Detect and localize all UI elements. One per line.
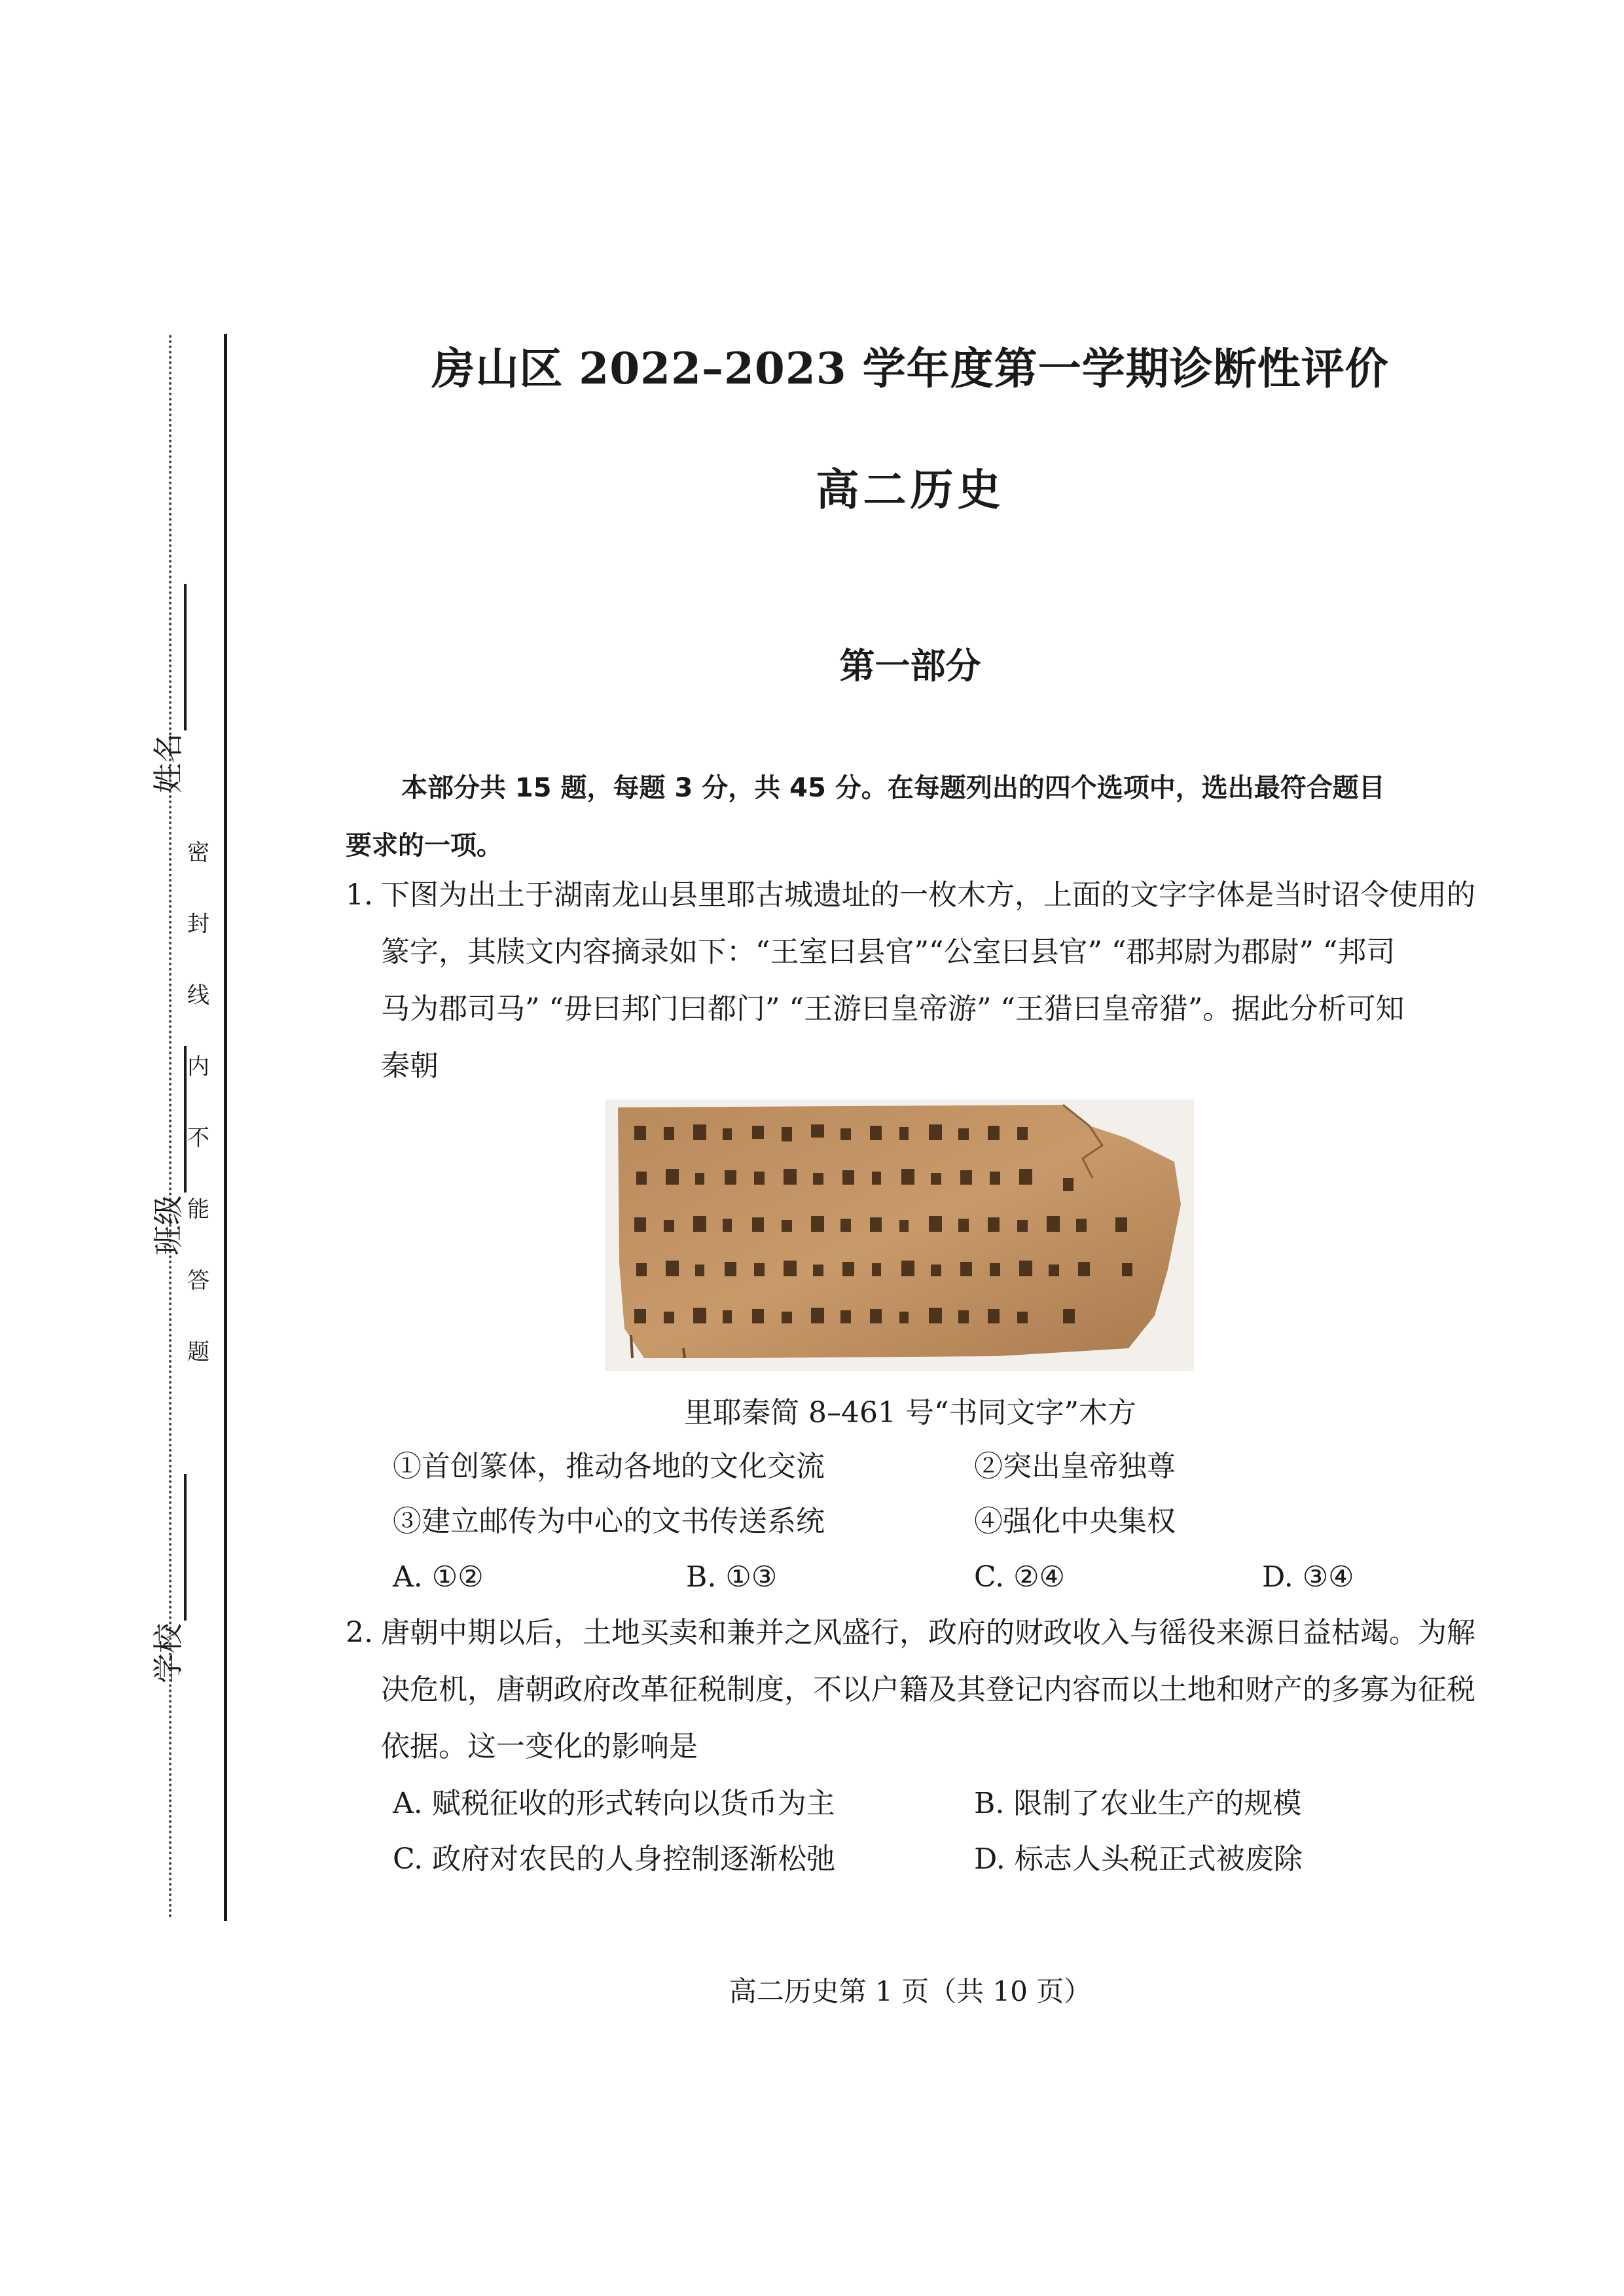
seal-char: 内 <box>187 1054 209 1080</box>
option-d[interactable] <box>974 1840 1303 1879</box>
option-b[interactable] <box>686 1558 777 1597</box>
question-text-line: 唐朝中期以后，土地买卖和兼并之风盛行，政府的财政收入与徭役来源日益枯竭。为解 <box>381 1616 1475 1649</box>
option-text: ③④ <box>1302 1560 1354 1594</box>
option-letter: B. <box>974 1787 1005 1820</box>
image-caption: 里耶秦简 8–461 号“书同文字”木方 <box>684 1396 1136 1429</box>
option-text: 赋税征收的形式转向以货币为主 <box>431 1787 835 1820</box>
wooden-slip-image <box>605 1100 1194 1371</box>
option-a[interactable] <box>393 1558 484 1597</box>
seal-char: 密 <box>187 840 209 866</box>
instructions-line: 本部分共 15 题，每题 3 分，共 45 分。在每题列出的四个选项中，选出最符合题目 <box>401 773 1385 803</box>
option-letter: C. <box>974 1560 1005 1594</box>
school-field[interactable] <box>141 1474 187 1683</box>
class-label: 班级 <box>151 1195 186 1255</box>
question-text-line: 篆字，其牍文内容摘录如下：“王室曰县官”“公室曰县官” “郡邦尉为郡尉” “邦司 <box>381 935 1396 969</box>
question-number: 1. <box>346 878 373 912</box>
seal-warning <box>182 834 215 1405</box>
seal-char: 答 <box>187 1268 209 1294</box>
statement: ①首创篆体，推动各地的文化交流 <box>393 1450 825 1483</box>
option-text: 标志人头税正式被废除 <box>1014 1842 1303 1876</box>
statement: ④强化中央集权 <box>974 1505 1176 1538</box>
name-blank[interactable] <box>155 584 187 730</box>
option-letter: D. <box>1262 1560 1293 1594</box>
statement: ②突出皇帝独尊 <box>974 1450 1176 1483</box>
option-text: 限制了农业生产的规模 <box>1013 1787 1302 1820</box>
question-text-line: 秦朝 <box>381 1049 439 1083</box>
option-c[interactable] <box>974 1558 1065 1597</box>
option-text: ①② <box>431 1560 484 1594</box>
option-a[interactable] <box>393 1784 835 1823</box>
option-letter: D. <box>974 1842 1005 1876</box>
exam-subtitle: 高二历史 <box>816 464 1005 515</box>
option-d[interactable] <box>1262 1558 1354 1597</box>
seal-char: 题 <box>187 1339 209 1365</box>
option-letter: A. <box>393 1560 423 1594</box>
school-blank[interactable] <box>155 1474 187 1621</box>
option-b[interactable] <box>974 1784 1301 1823</box>
part-heading: 第一部分 <box>839 645 981 687</box>
seal-char: 能 <box>187 1196 209 1223</box>
question-number: 2. <box>346 1616 373 1649</box>
option-letter: A. <box>393 1787 423 1820</box>
seal-char: 线 <box>187 982 209 1009</box>
question-text-line: 依据。这一变化的影响是 <box>381 1730 698 1763</box>
binding-solid-line <box>224 334 227 1921</box>
option-text: ①③ <box>725 1560 778 1594</box>
exam-title: 房山区 2022–2023 学年度第一学期诊断性评价 <box>431 343 1389 394</box>
school-label: 学校 <box>151 1623 186 1683</box>
class-field[interactable] <box>141 1046 187 1255</box>
option-text: 政府对农民的人身控制逐渐松弛 <box>432 1842 836 1876</box>
question-text-line: 决危机，唐朝政府改革征税制度，不以户籍及其登记内容而以土地和财产的多寡为征税 <box>381 1673 1475 1706</box>
page-footer: 高二历史第 1 页（共 10 页） <box>729 1975 1092 2007</box>
name-field[interactable] <box>141 584 187 793</box>
question-text-line: 下图为出土于湖南龙山县里耶古城遗址的一枚木方，上面的文字字体是当时诏令使用的 <box>381 878 1475 912</box>
question-text-line: 马为郡司马” “毋曰邦门曰都门” “王游曰皇帝游” “王猎曰皇帝猎”。据此分析可知 <box>381 992 1405 1026</box>
instructions-line: 要求的一项。 <box>346 831 503 861</box>
seal-char: 不 <box>187 1125 209 1151</box>
instructions <box>346 759 1458 874</box>
option-c[interactable] <box>393 1840 835 1879</box>
option-letter: B. <box>686 1560 717 1594</box>
option-letter: C. <box>393 1842 424 1876</box>
statement: ③建立邮传为中心的文书传送系统 <box>393 1505 825 1538</box>
name-label: 姓名 <box>151 733 186 793</box>
seal-char: 封 <box>187 911 209 937</box>
option-text: ②④ <box>1013 1560 1065 1594</box>
